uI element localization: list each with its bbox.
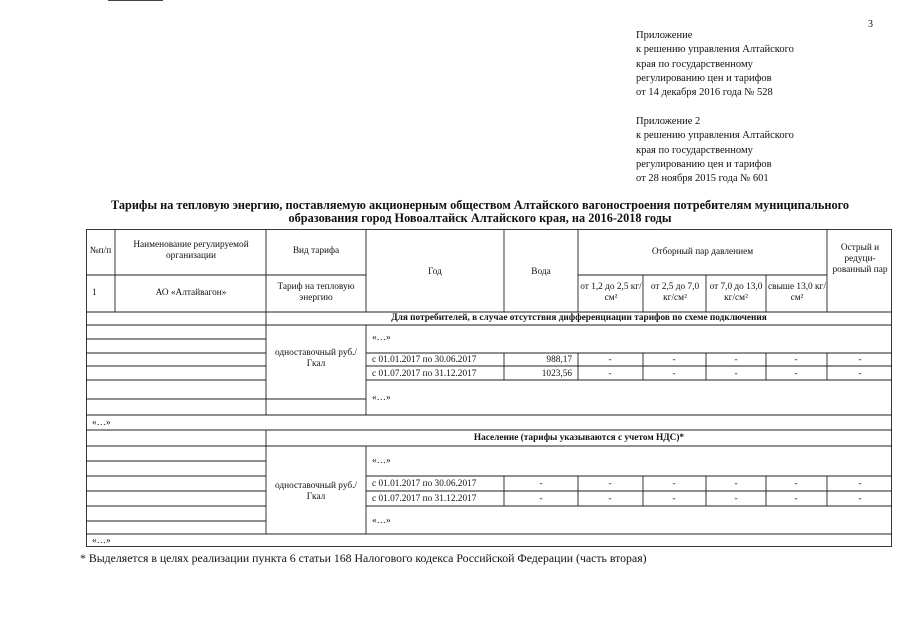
header-num: №п/п	[89, 246, 112, 256]
appendix-line: края по государственному	[636, 58, 753, 70]
section-1-row-1-sharp: -	[858, 355, 862, 365]
appendix-line: Приложение	[636, 30, 693, 41]
title-line-1: Тарифы на тепловую энергию, поставляемую акционерным обществом Алтайского вагоностроения потребителям муниципального	[110, 198, 850, 212]
section-2-ellipsis-top: «…»	[372, 456, 391, 466]
header-steam-2: от 2,5 до 7,0 кг/см²	[650, 282, 700, 303]
section-1-row-1-period: с 01.01.2017 по 30.06.2017	[372, 355, 477, 365]
appendix-current	[636, 29, 794, 100]
section-2-row-1-s4: -	[794, 479, 798, 489]
section-1-tariff-label: одноставочный руб./Гкал	[274, 348, 357, 369]
appendix-line: Приложение 2	[636, 116, 701, 127]
section-1-row-2-period: с 01.07.2017 по 31.12.2017	[372, 369, 477, 379]
section-1-row-1-s3: -	[734, 355, 738, 365]
section-2-row-2-period: с 01.07.2017 по 31.12.2017	[372, 494, 477, 504]
footnote: * Выделяется в целях реализации пункта 6 статьи 168 Налогового кодекса Российской Федерации (часть вторая)	[80, 551, 647, 565]
page-number: 3	[868, 19, 873, 30]
org-row-name: АО «Алтайвагон»	[155, 288, 227, 298]
section-2-row-1-s3: -	[734, 479, 738, 489]
header-tariff-type: Вид тарифа	[292, 246, 340, 256]
tariff-table	[86, 229, 892, 547]
section-1-row-2-s1: -	[608, 369, 612, 379]
scan-artifact-line	[108, 0, 163, 1]
appendix-line: от 28 ноября 2015 года № 601	[636, 173, 769, 185]
header-water: Вода	[531, 267, 551, 277]
section-2-row-2-s2: -	[672, 494, 676, 504]
section-2-ellipsis-after: «…»	[92, 536, 111, 546]
org-row-tariff-type: Тариф на тепловую энергию	[277, 282, 355, 303]
org-row-num: 1	[92, 288, 97, 298]
appendix-line: к решению управления Алтайского	[636, 130, 794, 142]
section-2-row-1-period: с 01.01.2017 по 30.06.2017	[372, 479, 477, 489]
section-2-row-2-water: -	[539, 494, 543, 504]
section-1-row-2-sharp: -	[858, 369, 862, 379]
section-1-title: Для потребителей, в случае отсутствия дифференциации тарифов по схеме подключения	[391, 313, 767, 323]
appendix-line: от 14 декабря 2016 года № 528	[636, 87, 773, 99]
section-1-row-1-water: 988,17	[546, 355, 572, 365]
section-2-row-1-s1: -	[608, 479, 612, 489]
header-org: Наименование регулируемой организации	[133, 240, 249, 261]
section-2-row-1-s2: -	[672, 479, 676, 489]
appendix-line: к решению управления Алтайского	[636, 44, 794, 56]
section-1-ellipsis-top: «…»	[372, 333, 391, 343]
section-1-row-2-s3: -	[734, 369, 738, 379]
section-1-row-1-s2: -	[672, 355, 676, 365]
appendix-line: регулированию цен и тарифов	[636, 72, 772, 84]
appendix-prior	[636, 115, 794, 186]
section-1-row-2-water: 1023,56	[541, 369, 572, 379]
header-steam-1: от 1,2 до 2,5 кг/см²	[580, 282, 642, 303]
section-1-ellipsis-after: «…»	[92, 418, 111, 428]
section-1-row-2-s2: -	[672, 369, 676, 379]
section-1-row-1-s1: -	[608, 355, 612, 365]
appendix-line: регулированию цен и тарифов	[636, 158, 772, 170]
section-1-row-1-s4: -	[794, 355, 798, 365]
header-steam-3: от 7,0 до 13,0 кг/см²	[709, 282, 763, 303]
section-2-row-1-sharp: -	[858, 479, 862, 489]
section-2-row-2-s4: -	[794, 494, 798, 504]
header-year: Год	[428, 267, 442, 277]
section-1-row-2-s4: -	[794, 369, 798, 379]
section-2-tariff-label: одноставочный руб./Гкал	[274, 481, 357, 502]
section-2-title: Население (тарифы указываются с учетом НДС)*	[473, 433, 685, 443]
appendix-line: края по государственному	[636, 144, 753, 156]
section-2-row-2-s1: -	[608, 494, 612, 504]
header-steam-4: свыше 13,0 кг/см²	[768, 282, 826, 303]
section-2-ellipsis-bottom: «…»	[372, 516, 391, 526]
section-2-row-2-s3: -	[734, 494, 738, 504]
section-1-ellipsis-bottom: «…»	[372, 393, 391, 403]
header-sharp-steam: Острый и редуци-рованный пар	[832, 243, 888, 275]
title-line-2: образования город Новоалтайск Алтайского края, на 2016-2018 годы	[288, 211, 672, 225]
section-2-row-2-sharp: -	[858, 494, 862, 504]
header-steam-group: Отборный пар давлением	[651, 247, 754, 257]
document-title	[80, 199, 880, 225]
section-2-row-1-water: -	[539, 479, 543, 489]
